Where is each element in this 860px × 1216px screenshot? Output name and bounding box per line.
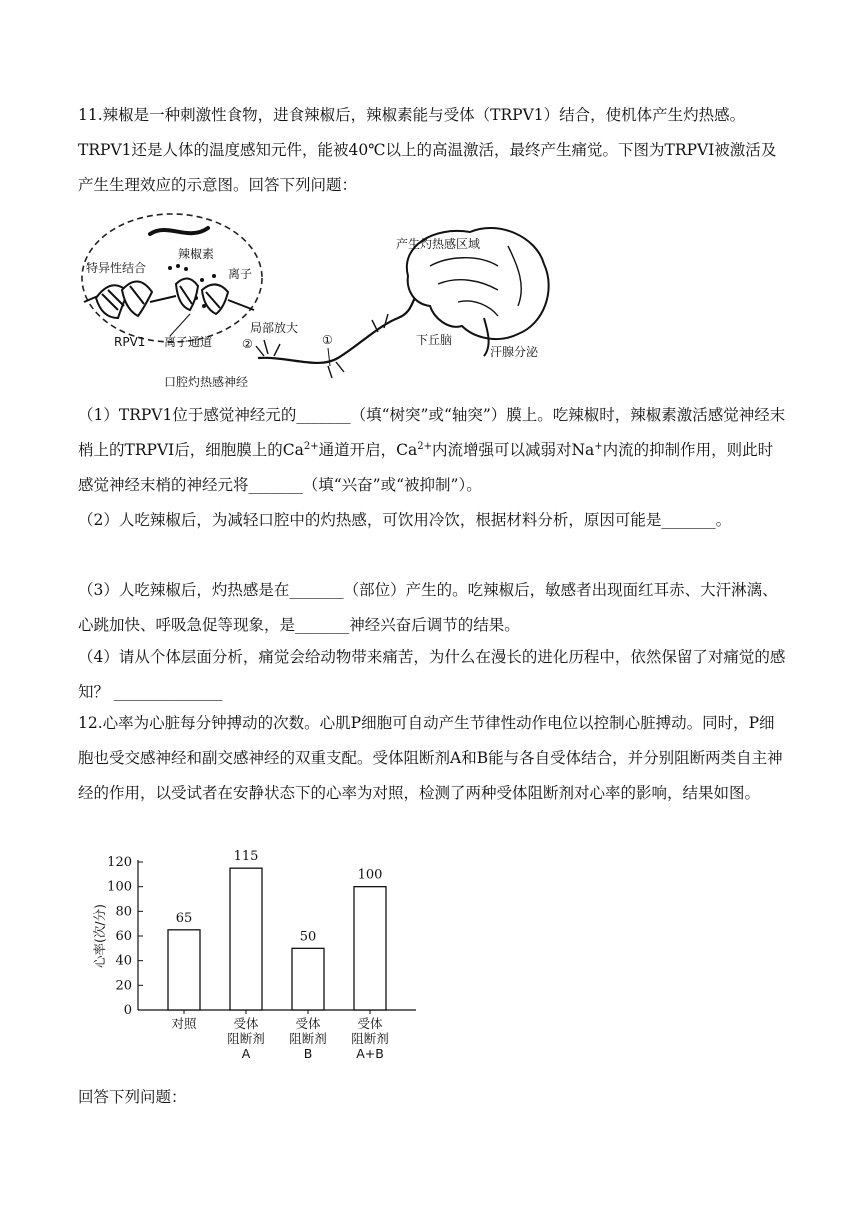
y-tick-label: 40 (115, 953, 132, 969)
label-ion: 离子 (228, 267, 253, 281)
capsaicin-molecule (150, 228, 208, 234)
heart-rate-bar-chart (78, 842, 438, 1074)
closing-prompt: 回答下列问题： (78, 1088, 187, 1106)
trpv1-channel-left (96, 281, 152, 318)
x-tick-label: 阻断剂 (227, 1031, 265, 1046)
y-tick-label: 60 (115, 929, 132, 944)
marker-1: ① (322, 333, 333, 347)
marker-2: ② (242, 337, 253, 351)
label-capsaicin: 辣椒素 (178, 247, 215, 261)
x-tick-label: 受体 (233, 1016, 259, 1031)
data-label: 50 (299, 929, 317, 945)
label-local-zoom: 局部放大 (250, 321, 299, 335)
y-tick-label: 120 (107, 855, 132, 870)
y-tick-label: 20 (115, 978, 132, 994)
label-specific-binding: 特异性结合 (86, 261, 147, 275)
question-11-part-1: （1）TRPV1位于感觉神经元的_______（填“树突”或“轴突”）膜上。吃辣椒时，辣椒素激活感觉神经末梢上的TRPVI后，细胞膜上的$Ca^{2+}$通道开启，$Ca^{2+}$内流增强可以减弱对Na+内流的抑制作用，则此时感觉神经末梢的神经元将_______（填“兴奋”或“被抑制”）。 (78, 406, 786, 494)
x-tick-label: A+B (356, 1046, 384, 1061)
y-axis-label: 心率(次/分) (92, 904, 107, 968)
bar (292, 948, 324, 1010)
question-11-part-3: （3）人吃辣椒后，灼热感是在_______（部位）产生的。吃辣椒后，敏感者出现面红耳赤、大汗淋漓、心跳加快、呼吸急促等现象，是_______神经兴奋后调节的结果。 (78, 581, 778, 634)
x-tick-label: B (303, 1046, 313, 1061)
x-tick-label: 对照 (171, 1016, 197, 1031)
label-trpv1: RPV1 (114, 335, 146, 349)
question-11-stem: 11.辣椒是一种刺激性食物，进食辣椒后，辣椒素能与受体（TRPV1）结合，使机体产生灼热感。TRPV1还是人体的温度感知元件，能被40℃以上的高温激活，最终产生痛觉。下图为TRPVI被激活及产生生理效应的示意图。回答下列问题： (78, 106, 777, 194)
trpv1-diagram (78, 206, 562, 390)
y-tick-label: 80 (115, 904, 132, 920)
x-tick-label: 受体 (357, 1016, 383, 1031)
label-oral-nerve: 口腔灼热感神经 (164, 375, 249, 389)
bar (230, 868, 262, 1010)
y-tick-label: 0 (123, 1003, 132, 1018)
data-label: 65 (175, 910, 193, 926)
x-tick-label: A (241, 1046, 251, 1061)
label-hot-area: 产生灼热感区域 (396, 237, 481, 251)
data-label: 115 (233, 849, 259, 865)
label-sweat: 汗腺分泌 (490, 345, 539, 359)
trpv1-channel-right (176, 278, 228, 314)
question-11-part-2: （2）人吃辣椒后，为减轻口腔中的灼热感，可饮用冷饮，根据材料分析，原因可能是_______。 (78, 511, 732, 529)
label-hypothalamus: 下丘脑 (416, 333, 453, 347)
data-label: 100 (357, 867, 383, 883)
x-tick-label: 阻断剂 (289, 1031, 327, 1046)
question-12-stem: 12.心率为心脏每分钟搏动的次数。心肌P细胞可自动产生节律性动作电位以控制心脏搏动。同时，P细胞也受交感神经和副交感神经的双重支配。受体阻断剂A和B能与各自受体结合，并分别阻断两类自主神经的作用，以受试者在安静状态下的心率为对照，检测了两种受体阻断剂对心率的影响，结果如图。 (78, 714, 783, 802)
label-ion-channel: 离子通道 (164, 335, 213, 349)
bar (354, 887, 386, 1010)
x-tick-label: 受体 (295, 1016, 321, 1031)
bar (168, 930, 200, 1010)
x-tick-label: 阻断剂 (351, 1031, 389, 1046)
y-tick-label: 100 (107, 879, 132, 895)
question-11-part-4: （4）请从个体层面分析，痛觉会给动物带来痛苦，为什么在漫长的进化历程中，依然保留了对痛觉的感知？ ______________ (78, 648, 786, 701)
